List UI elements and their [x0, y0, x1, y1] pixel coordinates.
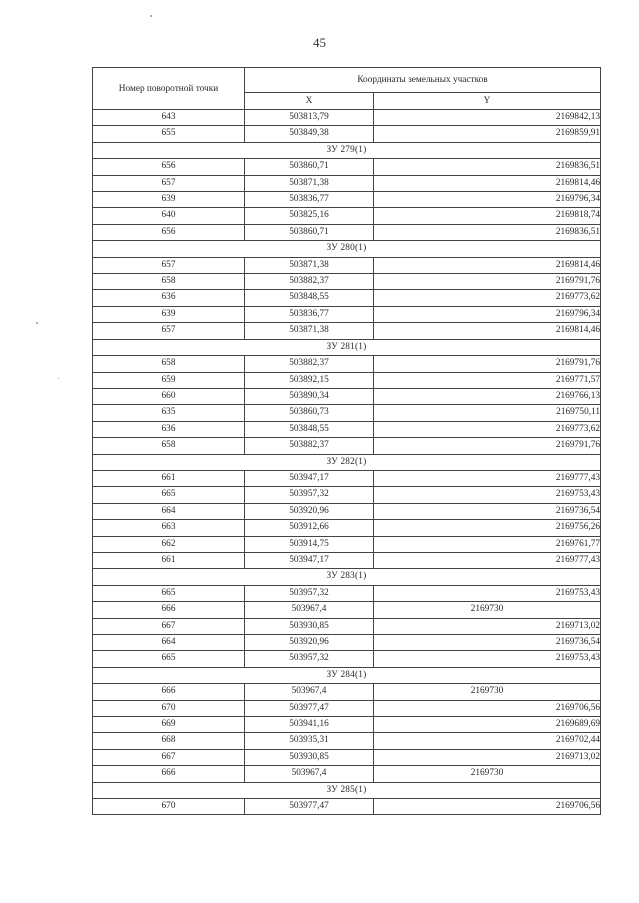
- x-coordinate-cell: 503825,16: [245, 208, 374, 224]
- x-coordinate-cell: 503967,4: [245, 766, 374, 782]
- point-number-cell: 658: [93, 438, 245, 454]
- y-coordinate-cell: 2169773,62: [374, 290, 601, 306]
- header-point-number: Номер поворотной точки: [93, 68, 245, 110]
- x-coordinate-cell: 503836,77: [245, 306, 374, 322]
- table-body: [93, 110, 601, 815]
- x-coordinate-cell: 503941,16: [245, 717, 374, 733]
- point-number-cell: 662: [93, 536, 245, 552]
- x-coordinate-cell: 503977,47: [245, 700, 374, 716]
- table-row: [93, 192, 601, 208]
- x-coordinate-cell: 503957,32: [245, 651, 374, 667]
- x-coordinate-cell: 503882,37: [245, 438, 374, 454]
- table-row: [93, 749, 601, 765]
- parcel-label: ЗУ 282(1): [93, 454, 601, 470]
- y-coordinate-cell: 2169713,02: [374, 749, 601, 765]
- y-coordinate-cell: 2169730: [374, 602, 601, 618]
- x-coordinate-cell: 503848,55: [245, 290, 374, 306]
- x-coordinate-cell: 503957,32: [245, 487, 374, 503]
- y-coordinate-cell: 2169791,76: [374, 356, 601, 372]
- point-number-cell: 664: [93, 635, 245, 651]
- table-row: [93, 635, 601, 651]
- y-coordinate-cell: 2169796,34: [374, 192, 601, 208]
- table-row: [93, 110, 601, 126]
- coordinates-table: [92, 67, 601, 815]
- point-number-cell: 636: [93, 421, 245, 437]
- y-coordinate-cell: 2169756,26: [374, 520, 601, 536]
- y-coordinate-cell: 2169706,56: [374, 700, 601, 716]
- header-y: Y: [374, 93, 601, 110]
- table-row: [93, 126, 601, 142]
- point-number-cell: 670: [93, 700, 245, 716]
- header-coordinates: Координаты земельных участков: [245, 68, 601, 93]
- x-coordinate-cell: 503947,17: [245, 470, 374, 486]
- parcel-label: ЗУ 285(1): [93, 782, 601, 798]
- x-coordinate-cell: 503912,66: [245, 520, 374, 536]
- section-row: [93, 339, 601, 355]
- point-number-cell: 666: [93, 684, 245, 700]
- table-row: [93, 438, 601, 454]
- y-coordinate-cell: 2169689,69: [374, 717, 601, 733]
- table-row: [93, 536, 601, 552]
- section-row: [93, 241, 601, 257]
- scan-speck: [150, 15, 152, 17]
- page-number: 45: [313, 35, 326, 50]
- point-number-cell: 667: [93, 749, 245, 765]
- x-coordinate-cell: 503860,71: [245, 224, 374, 240]
- point-number-cell: 655: [93, 126, 245, 142]
- table-row: [93, 487, 601, 503]
- header-x: X: [245, 93, 374, 110]
- y-coordinate-cell: 2169777,43: [374, 552, 601, 568]
- table-row: [93, 323, 601, 339]
- x-coordinate-cell: 503813,79: [245, 110, 374, 126]
- y-coordinate-cell: 2169706,56: [374, 799, 601, 815]
- table-row: [93, 520, 601, 536]
- y-coordinate-cell: 2169791,76: [374, 438, 601, 454]
- table-row: [93, 585, 601, 601]
- parcel-label: ЗУ 281(1): [93, 339, 601, 355]
- y-coordinate-cell: 2169791,76: [374, 274, 601, 290]
- x-coordinate-cell: 503892,15: [245, 372, 374, 388]
- point-number-cell: 635: [93, 405, 245, 421]
- x-coordinate-cell: 503920,96: [245, 503, 374, 519]
- table-row: [93, 388, 601, 404]
- y-coordinate-cell: 2169730: [374, 766, 601, 782]
- table-row: [93, 421, 601, 437]
- y-coordinate-cell: 2169842,13: [374, 110, 601, 126]
- point-number-cell: 639: [93, 192, 245, 208]
- table-row: [93, 552, 601, 568]
- y-coordinate-cell: 2169859,91: [374, 126, 601, 142]
- table-row: [93, 224, 601, 240]
- x-coordinate-cell: 503930,85: [245, 618, 374, 634]
- y-coordinate-cell: 2169836,51: [374, 224, 601, 240]
- table-row: [93, 651, 601, 667]
- y-coordinate-cell: 2169814,46: [374, 257, 601, 273]
- point-number-cell: 636: [93, 290, 245, 306]
- table-row: [93, 700, 601, 716]
- x-coordinate-cell: 503920,96: [245, 635, 374, 651]
- point-number-cell: 668: [93, 733, 245, 749]
- section-row: [93, 782, 601, 798]
- scan-speck: [36, 322, 38, 324]
- point-number-cell: 665: [93, 487, 245, 503]
- y-coordinate-cell: 2169736,54: [374, 503, 601, 519]
- table-row: [93, 356, 601, 372]
- point-number-cell: 661: [93, 470, 245, 486]
- parcel-label: ЗУ 284(1): [93, 667, 601, 683]
- table-row: [93, 503, 601, 519]
- point-number-cell: 666: [93, 766, 245, 782]
- section-row: [93, 667, 601, 683]
- x-coordinate-cell: 503882,37: [245, 356, 374, 372]
- point-number-cell: 640: [93, 208, 245, 224]
- table-row: [93, 766, 601, 782]
- point-number-cell: 664: [93, 503, 245, 519]
- y-coordinate-cell: 2169773,62: [374, 421, 601, 437]
- table-row: [93, 470, 601, 486]
- table-row: [93, 208, 601, 224]
- point-number-cell: 660: [93, 388, 245, 404]
- x-coordinate-cell: 503836,77: [245, 192, 374, 208]
- point-number-cell: 669: [93, 717, 245, 733]
- table-row: [93, 159, 601, 175]
- y-coordinate-cell: 2169736,54: [374, 635, 601, 651]
- y-coordinate-cell: 2169753,43: [374, 487, 601, 503]
- section-row: [93, 142, 601, 158]
- point-number-cell: 643: [93, 110, 245, 126]
- x-coordinate-cell: 503947,17: [245, 552, 374, 568]
- y-coordinate-cell: 2169713,02: [374, 618, 601, 634]
- x-coordinate-cell: 503882,37: [245, 274, 374, 290]
- x-coordinate-cell: 503914,75: [245, 536, 374, 552]
- x-coordinate-cell: 503871,38: [245, 175, 374, 191]
- parcel-label: ЗУ 283(1): [93, 569, 601, 585]
- point-number-cell: 667: [93, 618, 245, 634]
- table-row: [93, 274, 601, 290]
- table-row: [93, 372, 601, 388]
- x-coordinate-cell: 503871,38: [245, 323, 374, 339]
- x-coordinate-cell: 503860,73: [245, 405, 374, 421]
- table-row: [93, 405, 601, 421]
- x-coordinate-cell: 503848,55: [245, 421, 374, 437]
- y-coordinate-cell: 2169753,43: [374, 651, 601, 667]
- x-coordinate-cell: 503967,4: [245, 684, 374, 700]
- point-number-cell: 665: [93, 585, 245, 601]
- point-number-cell: 659: [93, 372, 245, 388]
- x-coordinate-cell: 503871,38: [245, 257, 374, 273]
- y-coordinate-cell: 2169814,46: [374, 323, 601, 339]
- parcel-label: ЗУ 280(1): [93, 241, 601, 257]
- y-coordinate-cell: 2169771,57: [374, 372, 601, 388]
- point-number-cell: 657: [93, 323, 245, 339]
- y-coordinate-cell: 2169730: [374, 684, 601, 700]
- y-coordinate-cell: 2169836,51: [374, 159, 601, 175]
- table-row: [93, 733, 601, 749]
- point-number-cell: 665: [93, 651, 245, 667]
- x-coordinate-cell: 503957,32: [245, 585, 374, 601]
- point-number-cell: 639: [93, 306, 245, 322]
- point-number-cell: 663: [93, 520, 245, 536]
- section-row: [93, 454, 601, 470]
- y-coordinate-cell: 2169761,77: [374, 536, 601, 552]
- x-coordinate-cell: 503935,31: [245, 733, 374, 749]
- y-coordinate-cell: 2169702,44: [374, 733, 601, 749]
- table-row: [93, 602, 601, 618]
- y-coordinate-cell: 2169818,74: [374, 208, 601, 224]
- table-row: [93, 290, 601, 306]
- table-row: [93, 175, 601, 191]
- point-number-cell: 658: [93, 274, 245, 290]
- y-coordinate-cell: 2169796,34: [374, 306, 601, 322]
- x-coordinate-cell: 503977,47: [245, 799, 374, 815]
- point-number-cell: 658: [93, 356, 245, 372]
- point-number-cell: 661: [93, 552, 245, 568]
- table-row: [93, 717, 601, 733]
- table-row: [93, 799, 601, 815]
- point-number-cell: 666: [93, 602, 245, 618]
- y-coordinate-cell: 2169777,43: [374, 470, 601, 486]
- point-number-cell: 657: [93, 257, 245, 273]
- section-row: [93, 569, 601, 585]
- x-coordinate-cell: 503967,4: [245, 602, 374, 618]
- point-number-cell: 656: [93, 224, 245, 240]
- table-row: [93, 306, 601, 322]
- table-header-row: [93, 68, 601, 93]
- parcel-label: ЗУ 279(1): [93, 142, 601, 158]
- point-number-cell: 657: [93, 175, 245, 191]
- point-number-cell: 670: [93, 799, 245, 815]
- x-coordinate-cell: 503930,85: [245, 749, 374, 765]
- table-row: [93, 257, 601, 273]
- y-coordinate-cell: 2169750,11: [374, 405, 601, 421]
- x-coordinate-cell: 503860,71: [245, 159, 374, 175]
- point-number-cell: 656: [93, 159, 245, 175]
- scan-speck: [58, 378, 59, 379]
- x-coordinate-cell: 503890,34: [245, 388, 374, 404]
- y-coordinate-cell: 2169753,43: [374, 585, 601, 601]
- y-coordinate-cell: 2169814,46: [374, 175, 601, 191]
- table-row: [93, 618, 601, 634]
- table-row: [93, 684, 601, 700]
- y-coordinate-cell: 2169766,13: [374, 388, 601, 404]
- x-coordinate-cell: 503849,38: [245, 126, 374, 142]
